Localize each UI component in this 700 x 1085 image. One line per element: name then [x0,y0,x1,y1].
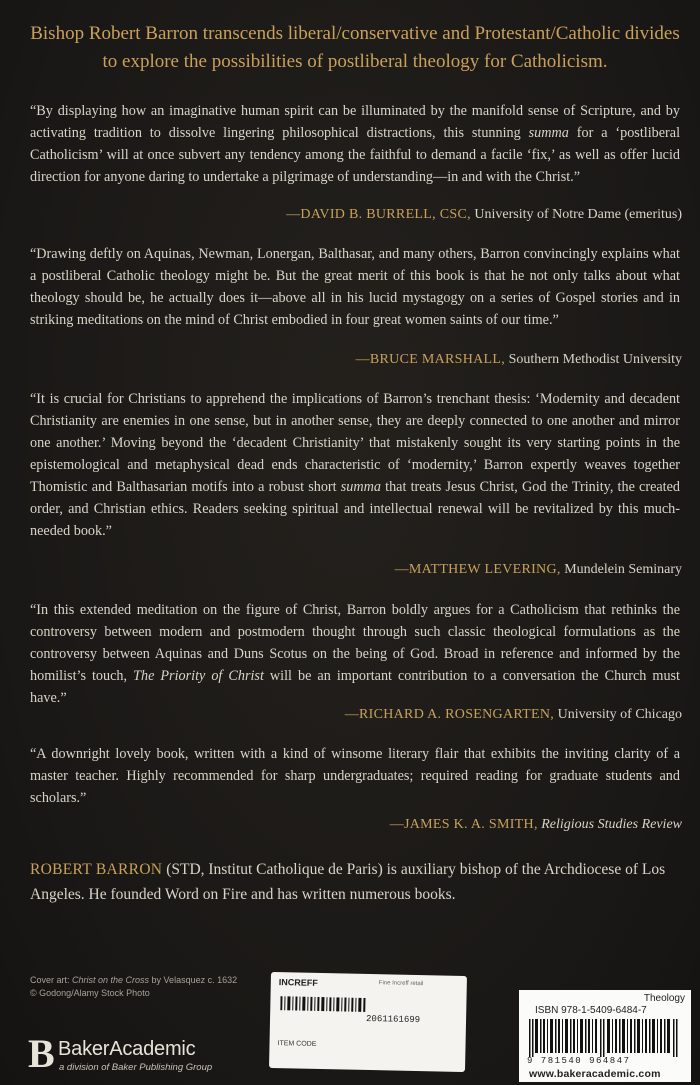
baker-b-icon: B [28,1031,55,1076]
endorser-affiliation: University of Notre Dame (emeritus) [470,207,682,222]
endorser-affiliation: Southern Methodist University [505,352,682,367]
endorser-name: —DAVID B. BURRELL, CSC, [286,207,471,222]
quote-text: “Drawing deftly on Aquinas, Newman, Lonergan, Balthasar, and many others, Barron convincingly explains what a postliberal Catholic theology might be. But the great merit of this book is that he not only talks about what theology should be, he actually does it—above all in his lucid mystagogy on a series of Gospel stories and in striking meditations on the mind of Christ embodied in four great women saints of our time.” [30,246,680,328]
quote-text: for a ‘postliberal Catholicism’ will at once subvert any tendency among the faithful to demand a facile ‘fix,’ as well as offer lucid direction for anyone daring to undertake a pilgrimage of understanding—in and with the Christ.” [30,125,681,185]
quote-text: “A downright lovely book, written with a kind of winsome literary flair that exhibits the inviting clarity of a master teacher. Highly recommended for sharp undergraduates; required reading for graduate students and scholars.” [30,746,680,806]
endorser-affiliation: Religious Studies Review [537,817,682,832]
isbn-digits: 9 781540 964847 [527,1056,631,1066]
endorsement-attribution [286,205,682,225]
isbn-number: ISBN 978-1-5409-6484-7 [535,1005,647,1016]
endorser-name: —BRUCE MARSHALL, [355,352,506,367]
retail-sticker [269,972,467,1072]
endorsement-attribution [345,705,682,725]
quote-italic: The Priority of Christ [133,668,264,684]
isbn-barcode-box [519,990,691,1082]
sticker-item-code: 2061161699 [365,1013,421,1026]
isbn-barcode-icon [529,1019,685,1057]
endorsement-quote [30,388,680,542]
sticker-label: ITEM CODE [277,1040,317,1048]
photo-credit: © Godong/Alamy Stock Photo [30,988,150,998]
quote-italic: summa [340,479,381,495]
endorsement-quote [30,743,680,809]
publisher-name: BakerAcademic [58,1038,196,1060]
intro-blurb: Bishop Robert Barron transcends liberal/conservative and Protestant/Catholic divides to explore the possibilities of postliberal theology for Catholicism. [30,23,680,72]
endorser-name: —RICHARD A. ROSENGARTEN, [344,707,555,722]
endorser-name: —JAMES K. A. SMITH, [389,817,538,832]
sticker-brand: INCREFF [278,977,318,988]
author-bio-text: (STD, Institut Catholique de Paris) is auxiliary bishop of the Archdiocese of Los Angeles. He founded Word on Fire and has written numerous books. [30,861,666,903]
endorsement-attribution [395,560,682,580]
author-bio [30,857,680,907]
cover-art-prefix: Cover art: [30,975,73,985]
quote-text: will be an important contribution to a conversation the Church must have.” [30,668,680,706]
endorsement-quote [30,599,680,709]
book-category: Theology [643,993,685,1004]
cover-art-suffix: by Velasquez c. 1632 [149,975,238,985]
quote-text: “In this extended meditation on the figure of Christ, Barron boldly argues for a Catholicism that rethinks the controversy between modern and postmodern thought through such classic theological formulations as the controversy between Aquinas and Duns Scotus on the being of God. Broad in reference and informed by the homilist’s touch, [30,602,680,684]
endorsement-attribution [390,815,682,835]
quote-text: “By displaying how an imaginative human spirit can be illuminated by the manifold sense of Scripture, and by activating tradition to dissolve lingering philosophical distractions, this stunning [30,103,680,141]
quote-text: “It is crucial for Christians to apprehend the implications of Barron’s trenchant thesis: ‘Modernity and decadent Christianity are enemies in one sense, but in another sense, they are deeply connected to one another and mirror one another.’ Moving beyond the ‘decadent Christianity’ that mistakenly sought its very starting points in the epistemological and metaphysical dead ends characteristic of ‘modernity,’ Barron expertly weaves together Thomistic and Balthasarian motifs into a robust short [30,391,680,495]
quote-italic: summa [528,125,569,141]
endorser-affiliation: Mundelein Seminary [560,562,682,577]
endorsement-quote [30,100,680,188]
endorsement-attribution [356,350,682,370]
endorser-affiliation: University of Chicago [554,707,682,722]
publisher-logo [28,1031,268,1076]
publisher-division: a division of Baker Publishing Group [59,1062,213,1073]
quote-text: that treats Jesus Christ, God the Trinity, the created order, and Christian ethics. Readers seeking spiritual and intellectual renewal will be revitalized by this much-needed book.” [30,479,680,539]
cover-art-title: Christ on the Cross [72,975,150,985]
sticker-small-text: Fine Increff retail [378,980,424,988]
endorser-name: —MATTHEW LEVERING, [394,562,561,577]
endorsement-quote [30,243,680,331]
author-name: ROBERT BARRON [30,861,163,878]
publisher-url: www.bakeracademic.com [529,1068,661,1080]
cover-art-credit [30,974,260,1000]
